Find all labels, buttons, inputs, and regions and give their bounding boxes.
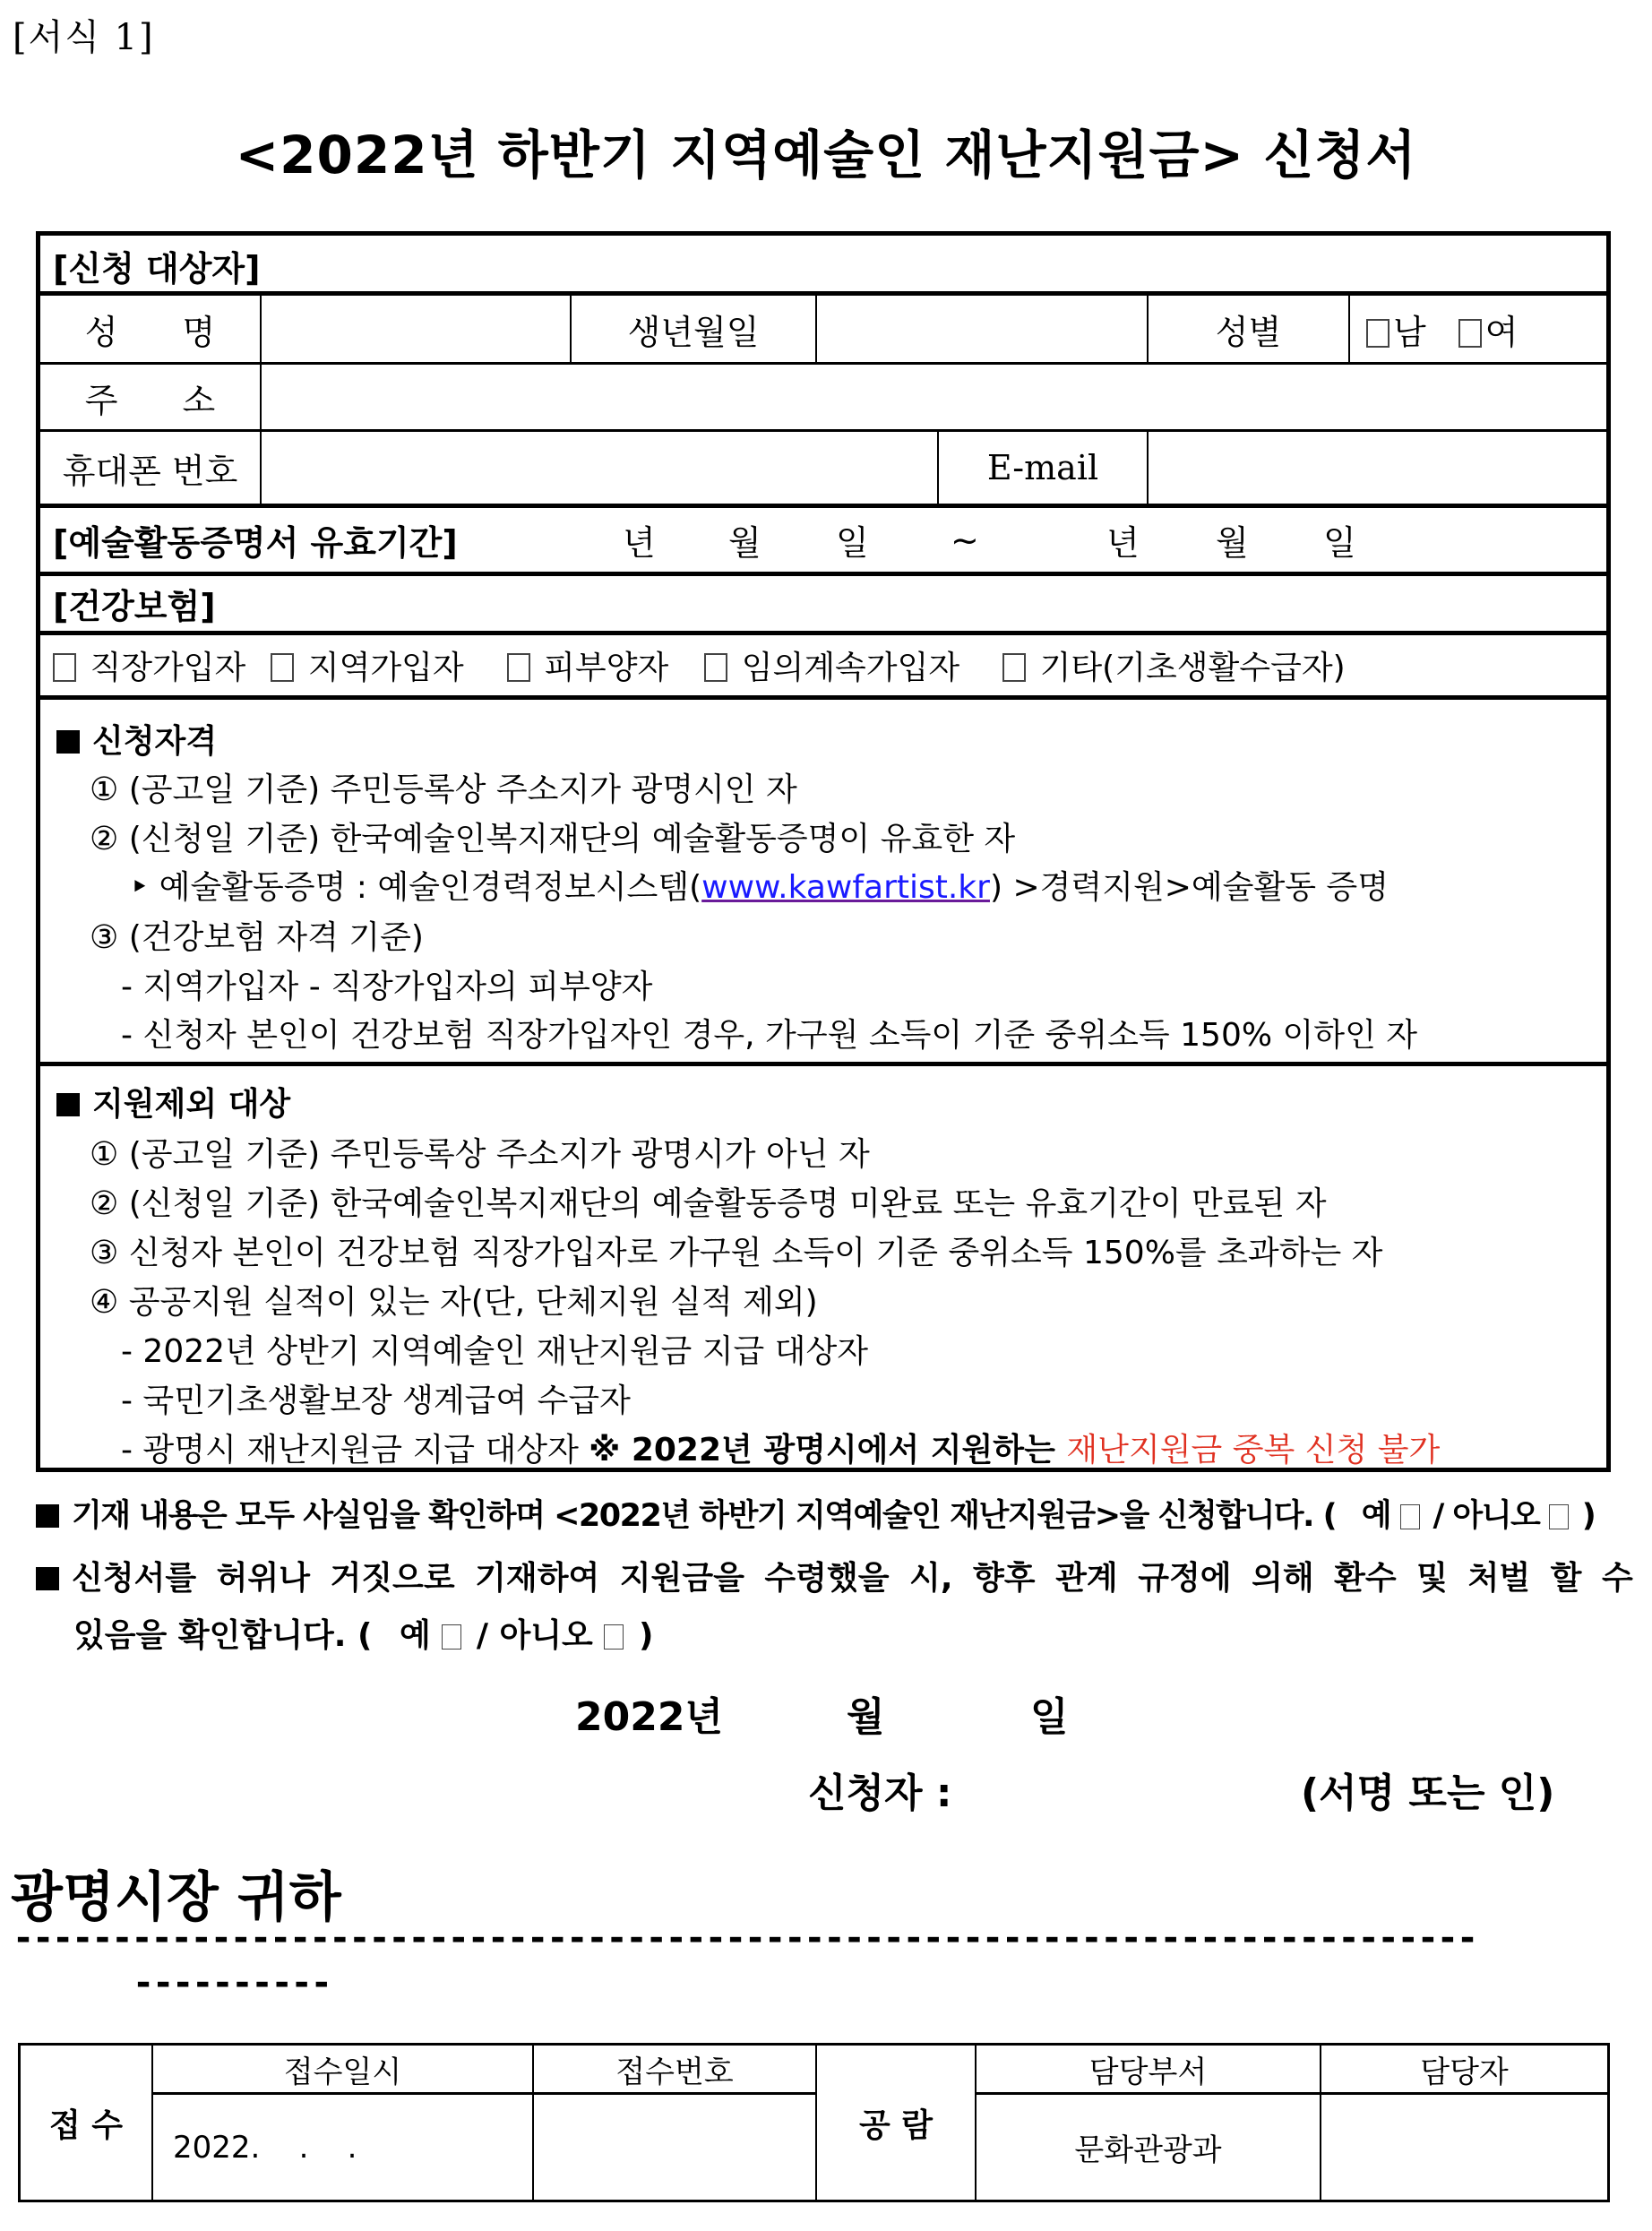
exclusion-title: 지원제외 대상 — [56, 1079, 290, 1124]
department-header: 담당부서 — [977, 2046, 1321, 2095]
kawfartist-link[interactable]: www.kawfartist.kr — [701, 869, 990, 906]
birth-field[interactable] — [815, 296, 1147, 362]
applicant-sign-label: 신청자 : — [808, 1770, 952, 1816]
exclusion-item: ② (신청일 기준) 한국예술인복지재단의 예술활동증명 미완료 또는 유효기간이 만료된 자 — [90, 1185, 1327, 1222]
address-row — [40, 362, 1606, 429]
validity-separator: ~ — [951, 520, 979, 560]
sign-or-seal-label: (서명 또는 인) — [1301, 1770, 1555, 1816]
insurance-option-regional[interactable]: 지역가입자 — [271, 642, 463, 688]
validity-to-day[interactable]: 일 — [1323, 523, 1356, 563]
validity-label: [예술활동증명서 유효기간] — [53, 523, 458, 563]
phone-email-row — [40, 429, 1606, 504]
eligibility-item: - 신청자 본인이 건강보험 직장가입자인 경우, 가구원 소득이 기준 중위소득 150% 이하인 자 — [121, 1017, 1418, 1054]
declaration-penalty-yes-checkbox[interactable] — [442, 1624, 461, 1650]
declaration-truth-yes-checkbox[interactable] — [1400, 1504, 1420, 1529]
checkbox-icon[interactable] — [53, 653, 76, 682]
applicant-sign-field[interactable] — [1008, 1756, 1277, 1810]
page-title: <2022년 하반기 지역예술인 재난지원금> 신청서 — [235, 125, 1417, 185]
insurance-option-dependent[interactable]: 피부양자 — [507, 642, 669, 688]
exclusion-item: ③ 신청자 본인이 건강보험 직장가입자로 가구원 소득이 기준 중위소득 150%를 초과하는 자 — [90, 1235, 1383, 1271]
officer-field[interactable] — [1321, 2095, 1607, 2200]
gender-options — [1348, 296, 1606, 362]
reception-number-field[interactable] — [534, 2095, 817, 2200]
declaration-penalty: 신청서를 허위나 거짓으로 기재하여 지원금을 수령했을 시, 향후 관계 규정에 의해 환수 및 처벌 할 수 — [36, 1553, 1633, 1598]
department-value: 문화관광과 — [977, 2095, 1321, 2200]
eligibility-item: ① (공고일 기준) 주민등록상 주소지가 광명시인 자 — [90, 771, 797, 808]
square-bullet-icon — [36, 1567, 59, 1590]
exclusion-item: ④ 공공지원 실적이 있는 자(단, 단체지원 실적 제외) — [90, 1284, 818, 1321]
exclusion-item: - 국민기초생활보장 생계급여 수급자 — [121, 1383, 631, 1419]
eligibility-item: ② (신청일 기준) 한국예술인복지재단의 예술활동증명이 유효한 자 — [90, 821, 1016, 857]
reception-number-header: 접수번호 — [534, 2046, 817, 2095]
eligibility-section — [40, 695, 1606, 1062]
eligibility-item: ③ (건강보험 자격 기준) — [90, 919, 424, 956]
eligibility-title: 신청자격 — [56, 716, 217, 762]
checkbox-icon[interactable] — [1002, 653, 1026, 682]
square-bullet-icon — [56, 1093, 80, 1116]
exclusion-section — [40, 1062, 1606, 1472]
cut-line: -------------------------------------------------------------------------- — [13, 1917, 1477, 1959]
form-number-label: [서식 1] — [13, 17, 155, 58]
checkbox-icon[interactable] — [1366, 319, 1390, 348]
checkbox-icon[interactable] — [271, 653, 294, 682]
address-field[interactable] — [260, 365, 1606, 429]
checkbox-icon[interactable] — [704, 653, 727, 682]
name-birth-gender-row — [40, 291, 1606, 362]
checkbox-icon[interactable] — [1458, 319, 1482, 348]
gender-label: 성별 — [1147, 296, 1348, 362]
sign-date-year: 2022년 — [575, 1694, 723, 1740]
officer-header: 담당자 — [1321, 2046, 1607, 2095]
name-label: 성 명 — [84, 312, 243, 352]
phone-label: 휴대폰 번호 — [62, 451, 238, 491]
reception-label: 접 수 — [21, 2046, 153, 2200]
reception-date-header: 접수일시 — [153, 2046, 534, 2095]
exclusion-duplicate-note: - 광명시 재난지원금 지급 대상자 ※ 2022년 광명시에서 지원하는 재난지원금 중복 신청 불가 — [121, 1432, 1441, 1469]
validity-from-month[interactable]: 월 — [728, 523, 761, 563]
insurance-header-row — [40, 572, 1606, 631]
insurance-option-other[interactable]: 기타(기초생활수급자) — [1002, 642, 1346, 688]
declaration-truth-no-checkbox[interactable] — [1549, 1504, 1569, 1529]
declaration-penalty-confirm: 있음을 확인합니다. ( 예 / 아니오 ) — [73, 1617, 654, 1654]
sign-date-day[interactable]: 일 — [1030, 1694, 1069, 1740]
insurance-label: [건강보험] — [53, 587, 216, 626]
email-label: E-mail — [937, 432, 1147, 504]
applicant-section-title: [신청 대상자] — [53, 249, 261, 289]
cut-line-continued: ---------- — [133, 1962, 331, 2003]
declaration-penalty-no-checkbox[interactable] — [604, 1624, 624, 1650]
duplicate-warning: 재난지원금 중복 신청 불가 — [1066, 1432, 1441, 1469]
declaration-truth: 기재 내용은 모두 사실임을 확인하며 <2022년 하반기 지역예술인 재난지원금>을 신청합니다. ( 예 / 아니오 ) — [36, 1491, 1595, 1536]
address-label: 주 소 — [84, 380, 243, 420]
sign-date-month[interactable]: 월 — [847, 1694, 885, 1740]
gender-male-option[interactable]: 남 — [1366, 305, 1426, 354]
reception-table — [18, 2043, 1610, 2202]
eligibility-item: - 지역가입자 - 직장가입자의 피부양자 — [121, 969, 653, 1005]
phone-field[interactable] — [260, 432, 937, 504]
validity-from-year[interactable]: 년 — [623, 523, 656, 563]
exclusion-item: - 2022년 상반기 지역예술인 재난지원금 지급 대상자 — [121, 1333, 869, 1370]
birth-label: 생년월일 — [570, 296, 815, 362]
gender-female-option[interactable]: 여 — [1458, 305, 1519, 354]
name-field[interactable] — [260, 296, 570, 362]
addressee: 광명시장 귀하 — [11, 1866, 341, 1929]
square-bullet-icon — [56, 730, 80, 754]
validity-to-year[interactable]: 년 — [1106, 523, 1140, 563]
insurance-options-row — [40, 631, 1606, 695]
validity-row — [40, 504, 1606, 572]
checkbox-icon[interactable] — [507, 653, 530, 682]
email-field[interactable] — [1147, 432, 1606, 504]
insurance-option-voluntary[interactable]: 임의계속가입자 — [704, 642, 959, 688]
insurance-option-employee[interactable]: 직장가입자 — [53, 642, 245, 688]
square-bullet-icon — [36, 1504, 59, 1528]
insurance-options — [53, 635, 1603, 695]
review-label: 공 람 — [817, 2046, 977, 2200]
application-table — [36, 231, 1611, 1472]
applicant-section-row — [40, 236, 1606, 296]
exclusion-item: ① (공고일 기준) 주민등록상 주소지가 광명시가 아닌 자 — [90, 1136, 870, 1173]
eligibility-sub-note: ‣ 예술활동증명 : 예술인경력정보시스템(www.kawfartist.kr) >경력지원>예술활동 증명 — [130, 869, 1389, 906]
validity-to-month[interactable]: 월 — [1216, 523, 1249, 563]
validity-from-day[interactable]: 일 — [836, 523, 869, 563]
reception-date-field[interactable]: 2022. . . — [153, 2095, 534, 2200]
